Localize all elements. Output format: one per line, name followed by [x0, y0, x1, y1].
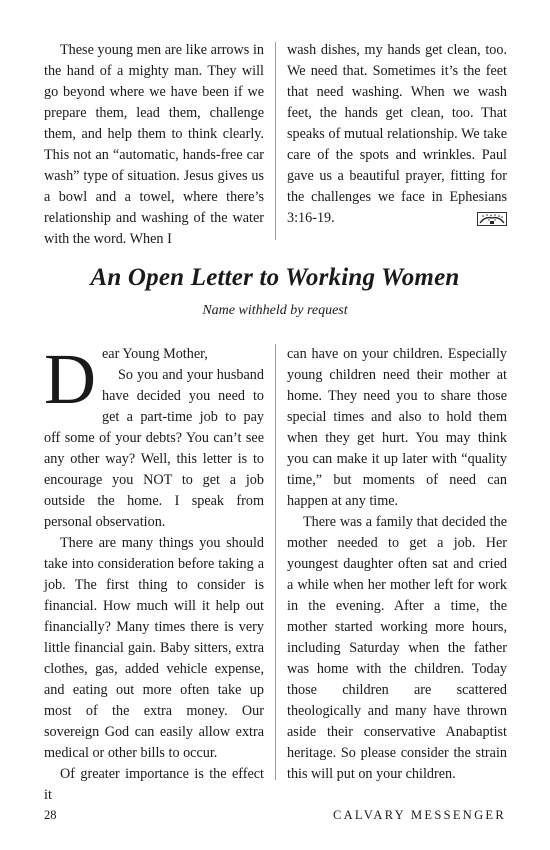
article-byline: Name withheld by request — [202, 303, 348, 318]
article-title: An Open Letter to Working Women — [90, 264, 460, 291]
article-left-column — [44, 339, 264, 806]
article-right-column — [287, 344, 507, 785]
publication-name: CALVARY MESSENGER — [332, 808, 506, 822]
article-paragraph: can have on your children. Especially young children need their mother at home. They need you to share those special times and also to hold them when they get hurt. You may think you can make it up later with “quality time,” but moments of need can happen at any time. — [287, 346, 507, 509]
article-paragraph: So you and your husband have decided you need to get a part-time job to pay off some of your debts? You can’t see any other way? Well, this letter is to encourage you NOT to get a job outside the home. I speak from personal observation. — [44, 367, 264, 530]
prev-article-left-text: These young men are like arrows in the hand of a mighty man. They will go beyond where we have been if we prepare them, lead them, challenge them, and help them to think clearly. This not an “automatic, hands-free car wash” type of situation. Jesus gives us a bowl and a towel, where there’s relationship and washing of the water with the word. When I — [44, 42, 264, 247]
ornament-end-icon — [477, 212, 507, 226]
prev-article-right-text — [287, 40, 507, 229]
article-paragraph: Of greater importance is the effect it — [44, 766, 264, 803]
prev-article-right-span: wash dishes, my hands get clean, too. We need that. Sometimes it’s the feet that need washing. When we wash feet, the hands get clean, too. That speaks of mutual relationship. We take care of the spots and wrinkles. Paul gave us a beautiful prayer, fitting for the challenges we face in Ephesians 3:16-19. — [287, 42, 507, 226]
drop-cap: D — [44, 339, 96, 419]
prev-article-left-column — [44, 40, 264, 250]
article-greeting: ear Young Mother, — [102, 346, 208, 362]
article-paragraph: There was a family that decided the mother needed to get a job. Her youngest daughter often sat and cried a while when her mother left for work in the evening. After a time, the mother started working more hours, including Saturday when the father was home with the children. Today those children are scattered theologically and many have thrown aside their conservative Anabaptist heritage. So please consider the strain this will put on your children. — [287, 514, 507, 782]
column-divider-bottom — [275, 344, 276, 780]
article-paragraph: There are many things you should take into consideration before taking a job. The first thing to consider is financial. How much will it help out financially? Many times there is very little financial gain. Baby sitters, extra clothes, gas, added vehicle expense, and eating out more often take up most of the extra money. Our sovereign God can easily allow extra medical or other bills to occur. — [44, 535, 264, 761]
page-number: 28 — [44, 808, 57, 822]
prev-article-right-column — [287, 40, 507, 229]
column-divider-top — [275, 42, 276, 240]
